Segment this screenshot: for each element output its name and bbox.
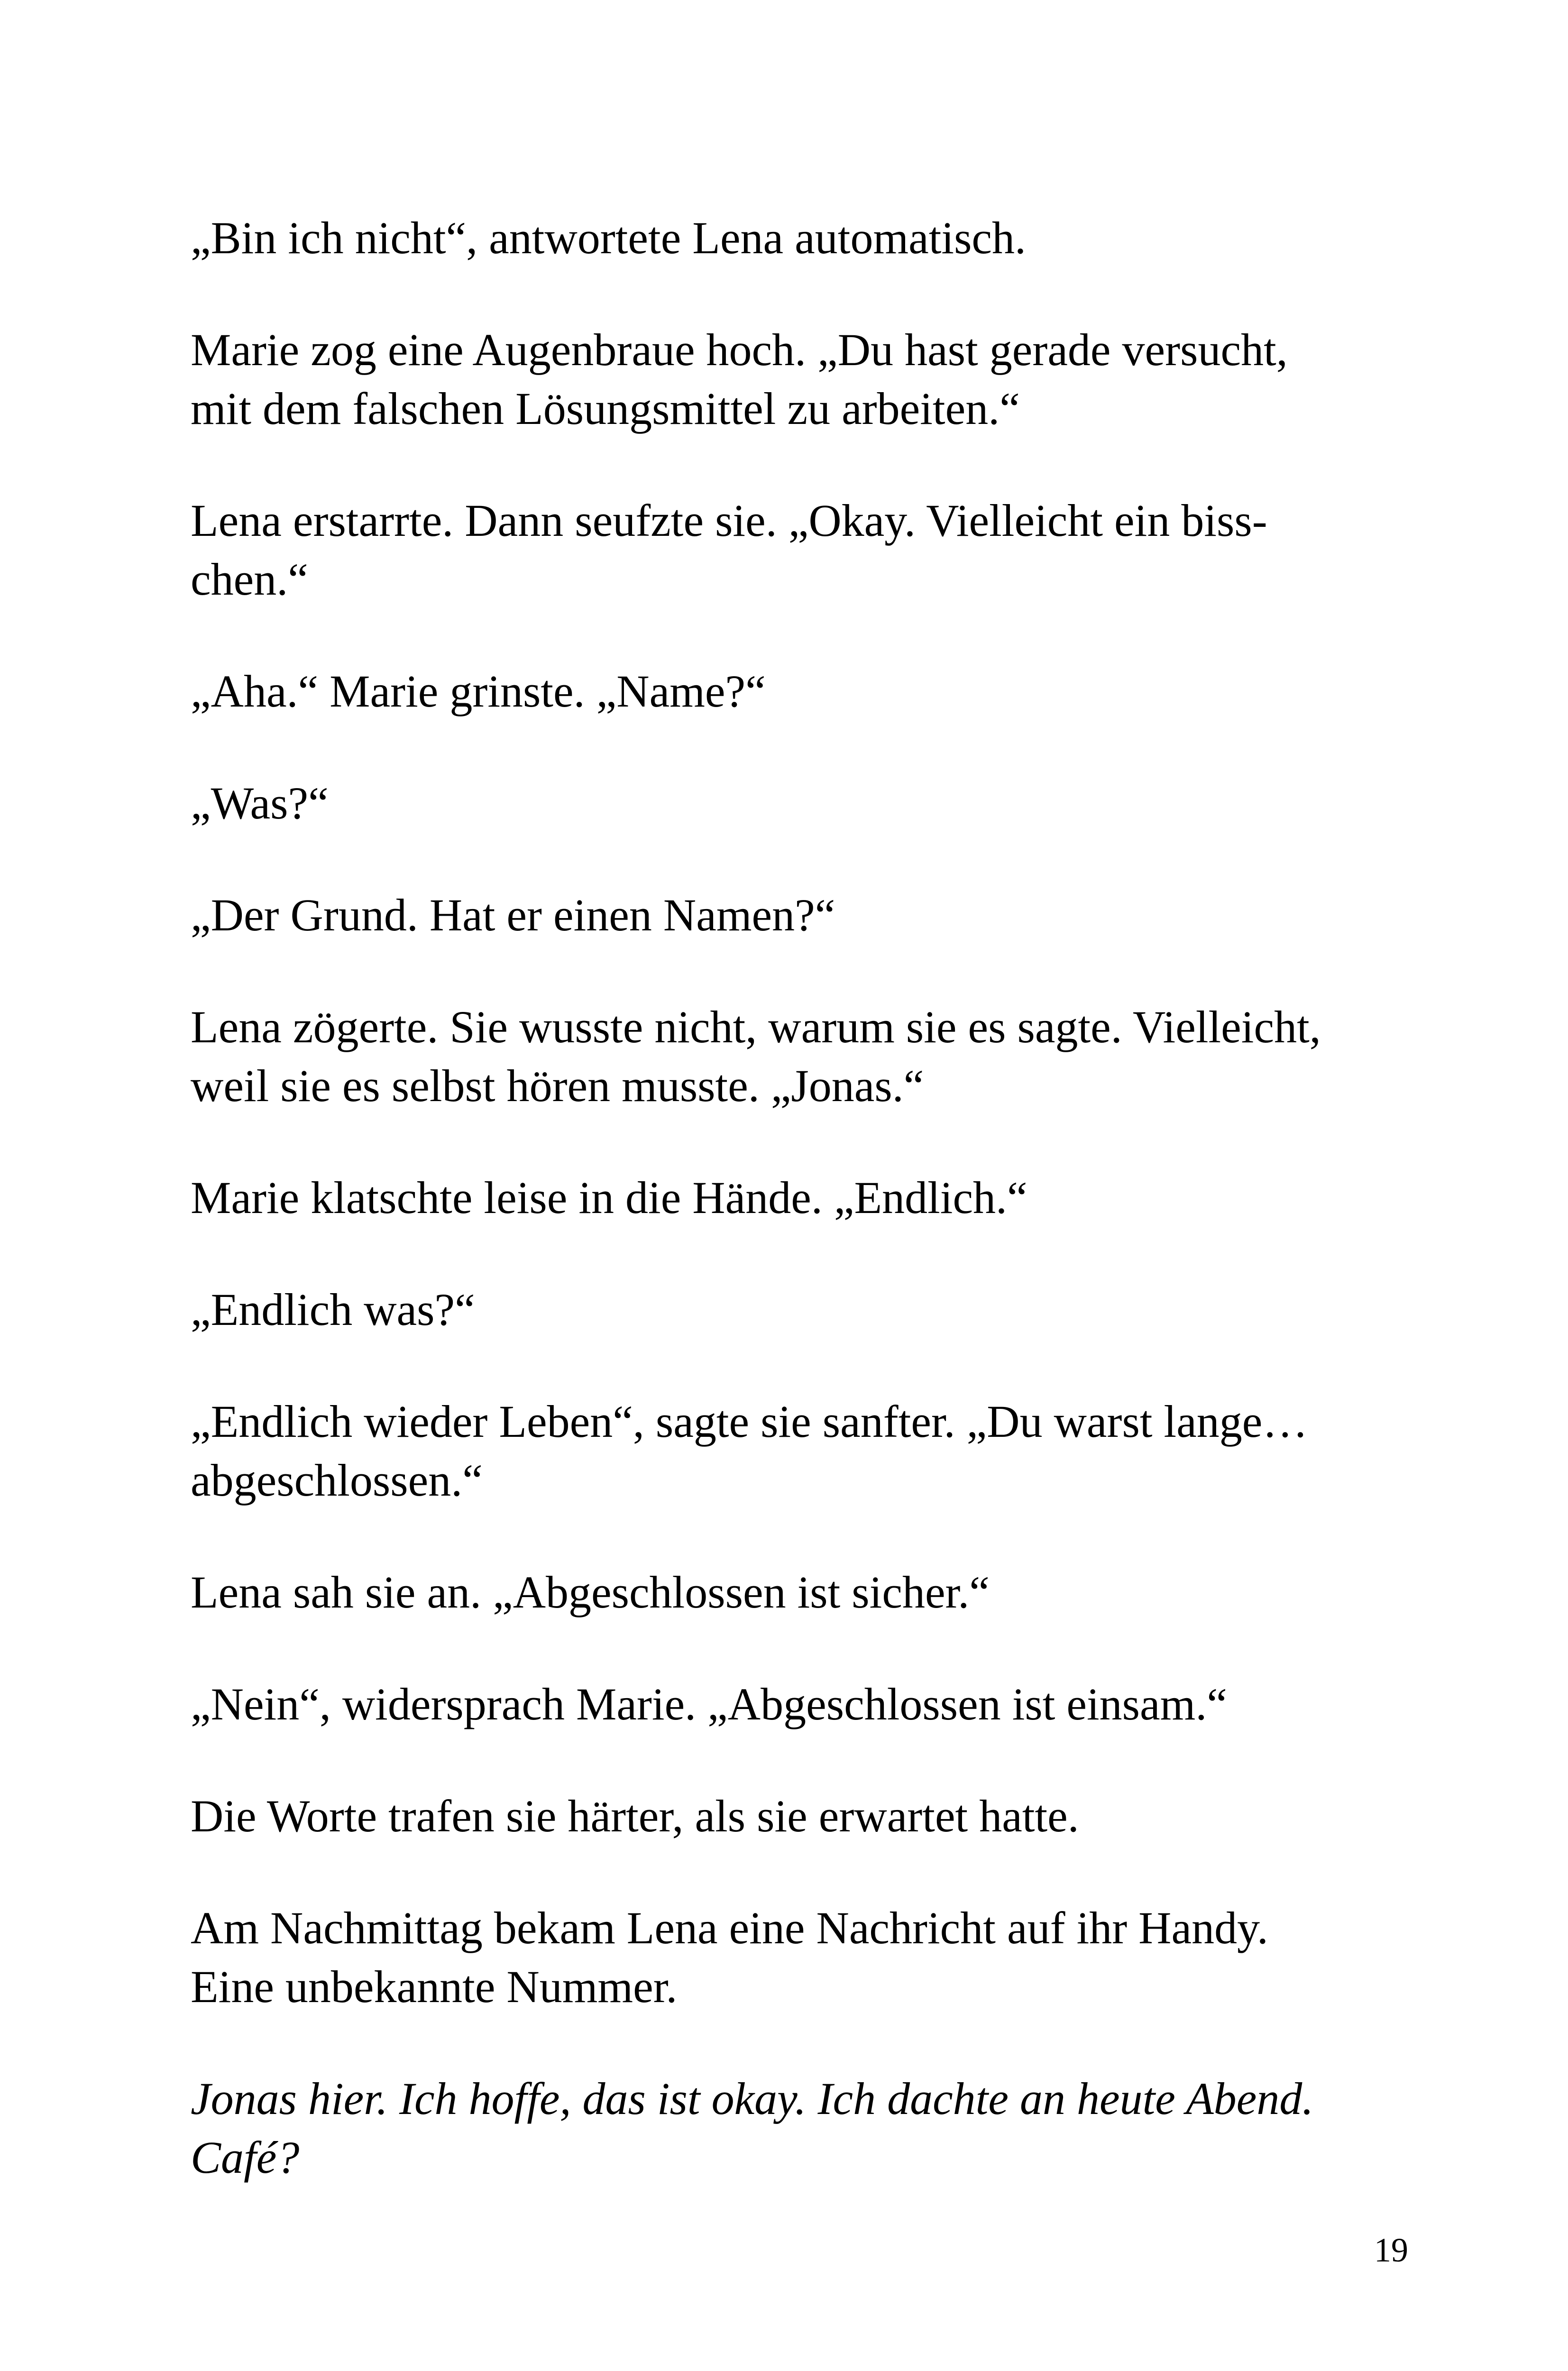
paragraph [191,1675,1404,1734]
paragraph [191,1787,1404,1846]
text-line: Marie klatschte leise in die Hände. „Endlich.“ [191,1172,1027,1223]
paragraph [191,1168,1404,1227]
text-line: Lena erstarrte. Dann seufzte sie. „Okay. Vielleicht ein biss- [191,495,1267,546]
text-line: Marie zog eine Augenbraue hoch. „Du hast gerade versucht, [191,324,1288,375]
paragraph [191,491,1404,609]
paragraph [191,1280,1404,1339]
text-line: „Endlich was?“ [191,1284,475,1335]
text-line: chen.“ [191,554,308,605]
text-message-paragraph [191,2069,1404,2187]
text-line: Eine unbekannte Nummer. [191,1961,678,2012]
text-line: weil sie es selbst hören musste. „Jonas.“ [191,1060,924,1111]
text-line: abgeschlossen.“ [191,1455,483,1506]
text-line: Am Nachmittag bekam Lena eine Nachricht auf ihr Handy. [191,1902,1268,1953]
paragraph [191,1899,1404,2016]
text-line: Die Worte trafen sie härter, als sie erwartet hatte. [191,1791,1079,1841]
text-line: Lena sah sie an. „Abgeschlossen ist sicher.“ [191,1567,990,1617]
text-line: Lena zögerte. Sie wusste nicht, warum sie es sagte. Vielleicht, [191,1002,1321,1052]
page-number: 19 [1374,2231,1408,2269]
text-line: „Bin ich nicht“, antwortete Lena automatisch. [191,212,1027,263]
paragraph [191,662,1404,721]
text-line: „Was?“ [191,778,329,828]
text-line: Café? [191,2132,300,2183]
page-body [191,209,1404,2240]
paragraph [191,1392,1404,1510]
text-line: Jonas hier. Ich hoffe, das ist okay. Ich dachte an heute Abend. [191,2073,1314,2124]
text-line: mit dem falschen Lösungsmittel zu arbeiten.“ [191,383,1020,434]
paragraph [191,886,1404,945]
text-line: „Nein“, widersprach Marie. „Abgeschlossen ist einsam.“ [191,1679,1227,1729]
paragraph [191,1563,1404,1622]
text-line: „Endlich wieder Leben“, sagte sie sanfter. „Du warst lange… [191,1396,1308,1447]
paragraph [191,209,1404,267]
text-line: „Der Grund. Hat er einen Namen?“ [191,890,835,940]
paragraph [191,998,1404,1115]
text-line: „Aha.“ Marie grinste. „Name?“ [191,666,766,717]
paragraph [191,321,1404,438]
paragraph [191,774,1404,833]
